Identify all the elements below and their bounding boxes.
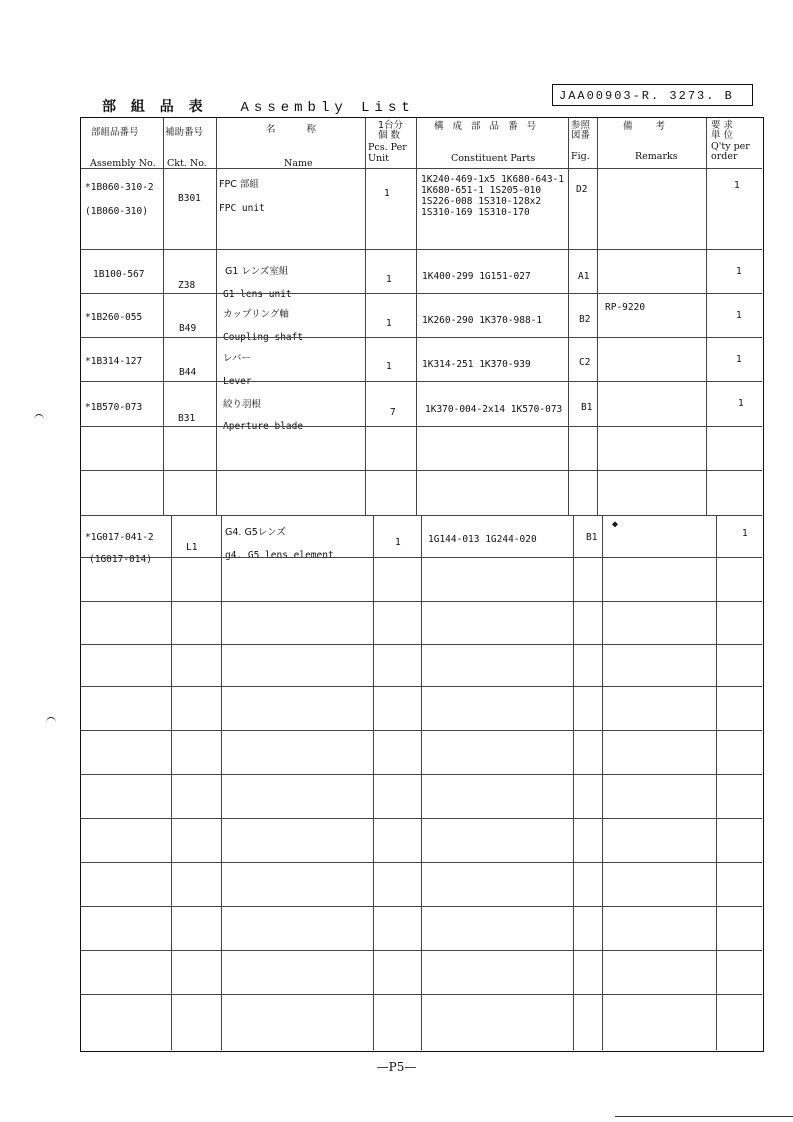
row4-pcs: 1 xyxy=(386,361,392,372)
row3-name-en: Coupling shaft xyxy=(223,332,304,343)
column-divider xyxy=(163,118,164,515)
row2-qty: 1 xyxy=(736,266,742,277)
row2-name-jp: G1 レンズ室組 xyxy=(225,266,289,277)
row1-part-line4: 1S310-169 1S310-170 xyxy=(421,207,530,218)
row3-ckt-no: B49 xyxy=(179,323,197,334)
row2-assembly-no: 1B100-567 xyxy=(93,269,145,280)
row4-name-jp: レバー xyxy=(223,353,251,364)
row1-part-line1: 1K240-469-1x5 1K680-643-1 xyxy=(421,174,564,185)
document-number: JAA00903-R. 3273. B xyxy=(552,84,753,106)
column-divider xyxy=(706,118,707,515)
column-divider xyxy=(597,118,598,515)
row-divider xyxy=(81,293,762,294)
header-qty-jp2: 単 位 xyxy=(711,130,734,141)
row1-part-line3: 1S226-008 1S310-128x2 xyxy=(421,196,542,207)
header-name-jp: 名 称 xyxy=(266,124,331,135)
header-qty-en2: order xyxy=(711,151,738,162)
header-parts-jp: 構 成 部 品 番 号 xyxy=(434,121,540,132)
row-divider xyxy=(81,426,762,427)
row4-assembly-no: *1B314-127 xyxy=(85,356,143,367)
row6-ckt-no: L1 xyxy=(186,542,198,553)
row4-fig: C2 xyxy=(579,357,591,368)
row1-part-line2: 1K680-651-1 1S205-010 xyxy=(421,185,542,196)
row3-qty: 1 xyxy=(736,310,742,321)
header-pcs-jp1: 1台分 xyxy=(378,120,404,131)
row1-assembly-no: *1B060-310-2 xyxy=(85,182,154,193)
header-pcs-jp2: 個 数 xyxy=(378,130,401,141)
page-title xyxy=(102,96,415,116)
row5-pcs: 7 xyxy=(390,407,396,418)
header-fig-jp1: 参照 xyxy=(571,120,591,131)
row5-name-jp: 絞り羽根 xyxy=(223,399,262,410)
binder-hole-mark-lower xyxy=(46,717,56,728)
row1-qty: 1 xyxy=(734,180,740,191)
row4-ckt-no: B44 xyxy=(179,367,197,378)
header-parts-en: Constituent Parts xyxy=(451,153,536,164)
column-divider xyxy=(602,515,603,1050)
row2-parts: 1K400-299 1G151-027 xyxy=(422,271,531,282)
header-fig-jp2: 図番 xyxy=(571,130,591,141)
row6-name-en: g4. G5 lens element xyxy=(225,550,334,561)
row-divider xyxy=(81,470,762,471)
header-assembly-no-jp: 部組品番号 xyxy=(91,127,139,138)
row5-fig: B1 xyxy=(581,402,593,413)
row-divider xyxy=(81,249,762,250)
column-divider xyxy=(421,515,422,1050)
row2-name-en: G1 lens unit xyxy=(223,289,292,300)
row6-fig: B1 xyxy=(586,532,598,543)
header-pcs-en1: Pcs. Per xyxy=(368,142,407,153)
binder-hole-mark-upper xyxy=(34,414,44,425)
column-divider xyxy=(573,515,574,1050)
row4-name-en: Lever xyxy=(223,376,252,387)
column-divider xyxy=(416,118,417,515)
header-remarks-jp: 備 考 xyxy=(623,121,676,132)
column-divider xyxy=(171,515,172,1050)
row1-pcs: 1 xyxy=(384,188,390,199)
title-en: Assembly List xyxy=(240,100,415,116)
header-qty-jp1: 要 求 xyxy=(711,120,734,131)
column-divider xyxy=(365,118,366,515)
row-divider xyxy=(81,168,762,169)
row6-assembly-no-alt: (1G017-014) xyxy=(89,554,152,565)
assembly-table xyxy=(80,117,764,1052)
row3-name-jp: カップリング軸 xyxy=(223,309,289,320)
title-jp: 部 組 品 表 xyxy=(102,99,208,115)
header-qty-en1: Q'ty per xyxy=(711,141,750,152)
row5-name-en: Aperture blade xyxy=(223,421,304,432)
row2-pcs: 1 xyxy=(386,274,392,285)
row1-assembly-no-alt: (1B060-310) xyxy=(85,206,148,217)
row5-parts: 1K370-004-2x14 1K570-073 xyxy=(425,404,563,415)
row6-pcs: 1 xyxy=(395,537,401,548)
column-divider xyxy=(221,515,222,1050)
header-ckt-no-en: Ckt. No. xyxy=(167,158,207,169)
header-pcs-en2: Unit xyxy=(368,153,389,164)
row3-assembly-no: *1B260-055 xyxy=(85,312,143,323)
row3-fig: B2 xyxy=(579,314,591,325)
row2-ckt-no: Z38 xyxy=(178,280,196,291)
row6-remarks-diamond: ◆ xyxy=(612,519,619,530)
row6-parts: 1G144-013 1G244-020 xyxy=(428,534,537,545)
row4-qty: 1 xyxy=(736,354,742,365)
row-divider xyxy=(81,337,762,338)
row3-pcs: 1 xyxy=(386,318,392,329)
row5-qty: 1 xyxy=(738,398,744,409)
column-divider xyxy=(716,515,717,1050)
row1-ckt-no: B301 xyxy=(178,193,201,204)
row1-name-jp: FPC 部組 xyxy=(219,179,259,190)
row1-fig: D2 xyxy=(576,184,588,195)
header-remarks-en: Remarks xyxy=(635,151,678,162)
row-divider xyxy=(81,381,762,382)
row6-name-jp: G4. G5レンズ xyxy=(225,527,286,538)
row6-assembly-no: *1G017-041-2 xyxy=(85,532,154,543)
row3-parts: 1K260-290 1K370-988-1 xyxy=(422,315,543,326)
row4-parts: 1K314-251 1K370-939 xyxy=(422,359,531,370)
row2-fig: A1 xyxy=(578,271,590,282)
column-divider xyxy=(373,515,374,1050)
page-number: —P5— xyxy=(376,1060,417,1074)
row3-remarks: RP-9220 xyxy=(605,302,646,313)
header-ckt-no-jp: 補助番号 xyxy=(165,127,204,138)
header-fig-en: Fig. xyxy=(571,151,590,162)
row1-name-en: FPC unit xyxy=(219,203,265,214)
column-divider xyxy=(216,118,217,515)
bottom-edge-line xyxy=(615,1116,793,1117)
header-assembly-no-en: Assembly No. xyxy=(90,158,156,169)
header-name-en: Name xyxy=(284,158,313,169)
row5-assembly-no: *1B570-073 xyxy=(85,402,143,413)
column-divider xyxy=(568,118,569,515)
row6-qty: 1 xyxy=(742,528,748,539)
row5-ckt-no: B31 xyxy=(178,413,196,424)
